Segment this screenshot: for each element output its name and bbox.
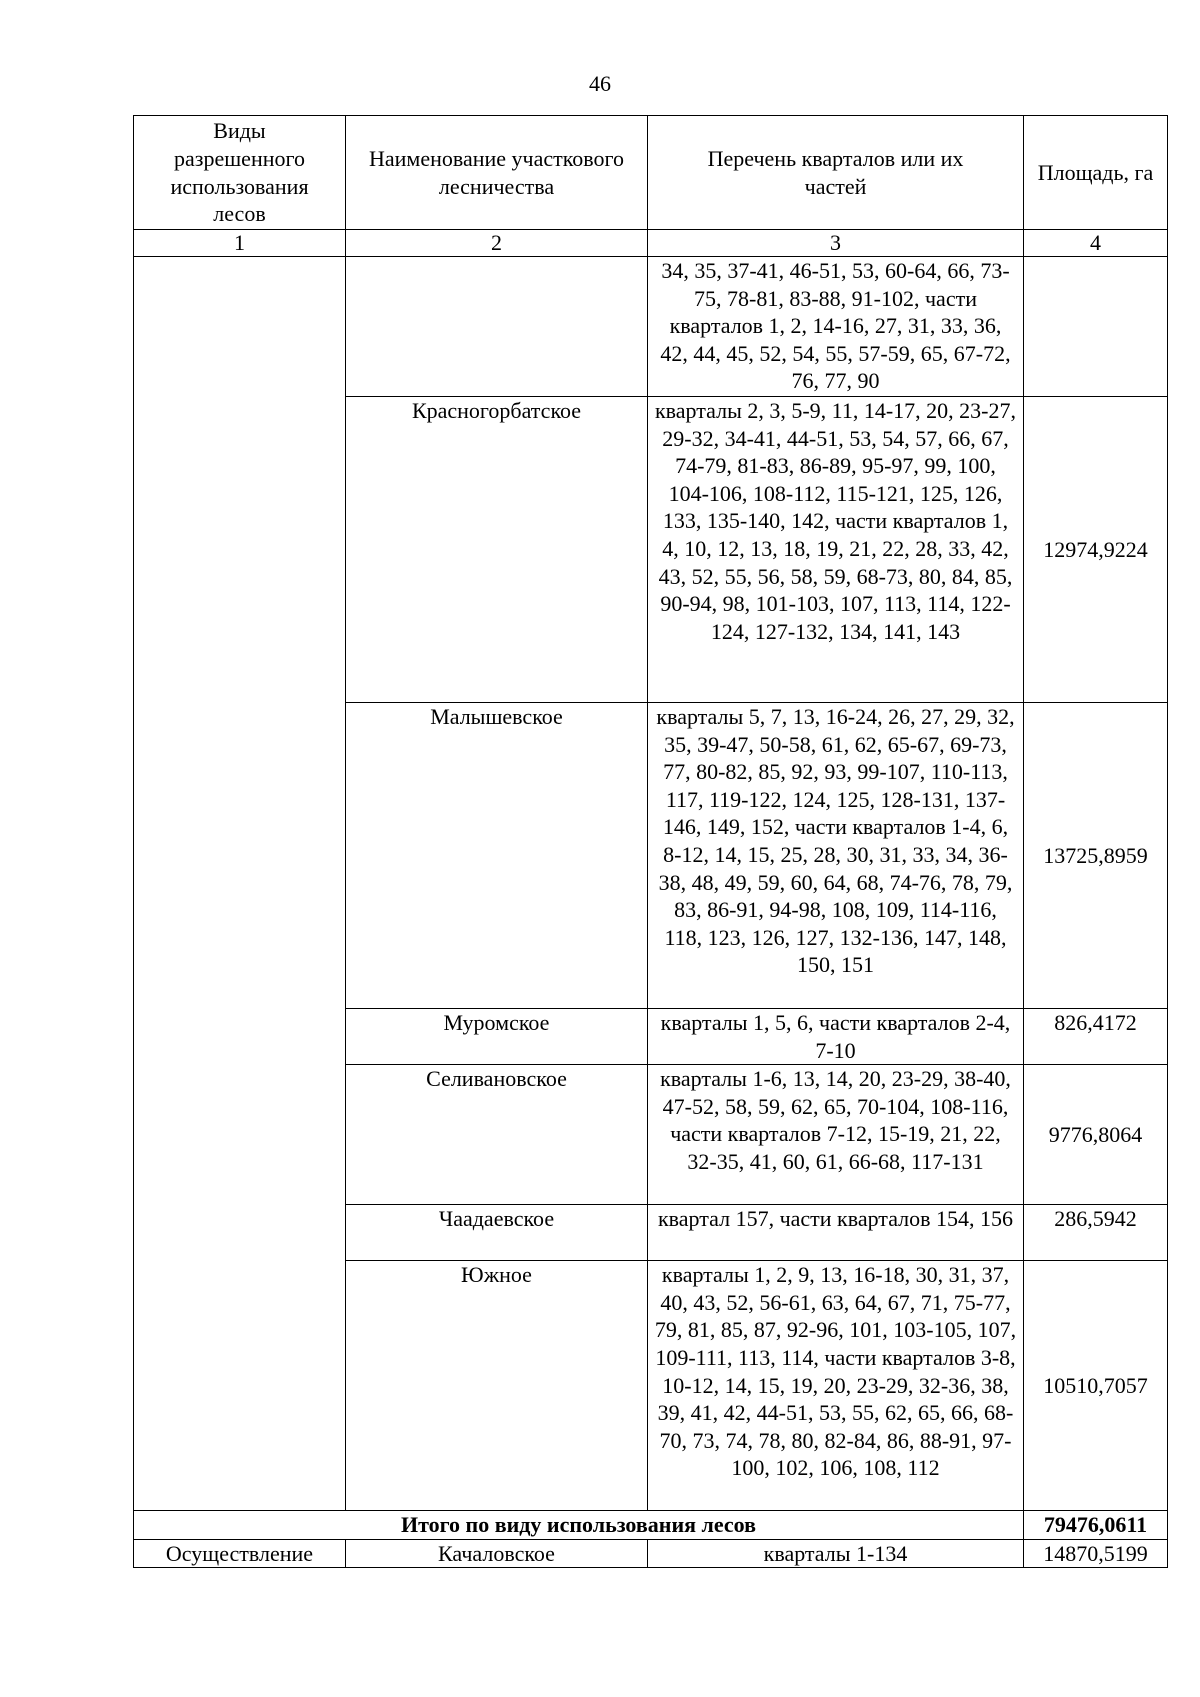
quarters-list: кварталы 1, 2, 9, 13, 16-18, 30, 31, 37, 40, 43, 52, 56-61, 63, 64, 67, 71, 75-77, 79, 81, 85, 87, 92-96, 101, 103-105, 107, 109-111, 113, 114, части кварталов 3-8, 10-12, 14, 15, 19, 20, 23-29, 32-36, 38, 39, 41, 42, 44-51, 53, 55, 62, 65, 66, 68-70, 73, 74, 78, 80, 82-84, 86, 88-91, 97-100, 102, 106, 108, 112 <box>648 1261 1024 1511</box>
area-value: 14870,5199 <box>1024 1539 1168 1568</box>
header-quarters-list: Перечень кварталов или их частей <box>648 116 1024 230</box>
forestry-name: Муромское <box>346 1009 648 1065</box>
forestry-name: Южное <box>346 1261 648 1511</box>
area-value <box>1024 257 1168 397</box>
column-number: 2 <box>346 230 648 257</box>
quarters-list: квартал 157, части кварталов 154, 156 <box>648 1205 1024 1261</box>
use-type-cell: Осуществление <box>134 1539 346 1568</box>
area-value: 13725,8959 <box>1024 703 1168 1009</box>
quarters-list: кварталы 1-6, 13, 14, 20, 23-29, 38-40, 47-52, 58, 59, 62, 65, 70-104, 108-116, части кварталов 7-12, 15-19, 21, 22, 32-35, 41, 60, 61, 66-68, 117-131 <box>648 1065 1024 1205</box>
area-value: 826,4172 <box>1024 1009 1168 1065</box>
header-row <box>134 116 1168 230</box>
forest-use-table <box>133 115 1168 1568</box>
quarters-list: кварталы 5, 7, 13, 16-24, 26, 27, 29, 32, 35, 39-47, 50-58, 61, 62, 65-67, 69-73, 77, 80-82, 85, 92, 93, 99-107, 110-113, 117, 119-122, 124, 125, 128-131, 137-146, 149, 152, части кварталов 1-4, 6, 8-12, 14, 15, 25, 28, 30, 31, 33, 34, 36-38, 48, 49, 59, 60, 64, 68, 74-76, 78, 79, 83, 86-91, 94-98, 108, 109, 114-116, 118, 123, 126, 127, 132-136, 147, 148, 150, 151 <box>648 703 1024 1009</box>
forestry-name: Малышевское <box>346 703 648 1009</box>
header-area: Площадь, га <box>1024 116 1168 230</box>
total-label: Итого по виду использования лесов <box>134 1511 1024 1540</box>
table-row <box>134 1539 1168 1568</box>
table-row <box>134 257 1168 397</box>
area-value: 10510,7057 <box>1024 1261 1168 1511</box>
area-value: 286,5942 <box>1024 1205 1168 1261</box>
column-number: 1 <box>134 230 346 257</box>
quarters-list: кварталы 1, 5, 6, части кварталов 2-4, 7-10 <box>648 1009 1024 1065</box>
total-value: 79476,0611 <box>1024 1511 1168 1540</box>
page-number: 46 <box>589 71 611 96</box>
area-value: 9776,8064 <box>1024 1065 1168 1205</box>
forestry-name: Качаловское <box>346 1539 648 1568</box>
forestry-name: Чаадаевское <box>346 1205 648 1261</box>
header-forestry-name: Наименование участкового лесничества <box>346 116 648 230</box>
forestry-name: Селивановское <box>346 1065 648 1205</box>
quarters-list: 34, 35, 37-41, 46-51, 53, 60-64, 66, 73-75, 78-81, 83-88, 91-102, части кварталов 1, 2, 14-16, 27, 31, 33, 36, 42, 44, 45, 52, 54, 55, 57-59, 65, 67-72, 76, 77, 90 <box>648 257 1024 397</box>
area-value: 12974,9224 <box>1024 397 1168 703</box>
column-number: 3 <box>648 230 1024 257</box>
total-row <box>134 1511 1168 1540</box>
header-use-type: Виды разрешенного использования лесов <box>134 116 346 230</box>
forestry-name: Красногорбатское <box>346 397 648 703</box>
quarters-list: кварталы 2, 3, 5-9, 11, 14-17, 20, 23-27, 29-32, 34-41, 44-51, 53, 54, 57, 66, 67, 74-79, 81-83, 86-89, 95-97, 99, 100, 104-106, 108-112, 115-121, 125, 126, 133, 135-140, 142, части кварталов 1, 4, 10, 12, 13, 18, 19, 21, 22, 28, 33, 42, 43, 52, 55, 56, 58, 59, 68-73, 80, 84, 85, 90-94, 98, 101-103, 107, 113, 114, 122-124, 127-132, 134, 141, 143 <box>648 397 1024 703</box>
column-number: 4 <box>1024 230 1168 257</box>
quarters-list: кварталы 1-134 <box>648 1539 1024 1568</box>
column-numbers-row <box>134 230 1168 257</box>
forestry-name <box>346 257 648 397</box>
use-type-cell <box>134 257 346 1511</box>
